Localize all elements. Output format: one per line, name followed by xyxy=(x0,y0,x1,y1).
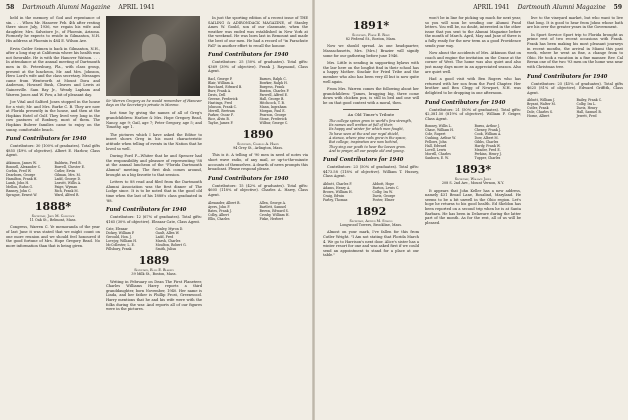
contributor-name: Wilbur, George C. xyxy=(259,120,289,125)
right-paragraph: Mrs. Little is sending in supporting bylaws with the law here on the longlist find in their school has a happy Mother. Sinclair for Fried Tribe and the member who also has been very ill but is now quite well again. xyxy=(323,61,419,84)
right-page xyxy=(315,0,628,420)
contributor-name: Ladd, Fred xyxy=(155,235,174,240)
fund-contributors-heading: Fund Contributors for 1940 xyxy=(527,73,608,80)
right-paragraph: In Sport Service Sport trip to Florida brought as prime rest of two recent occasions with Frank. Frank has been making his most pleasant journeys in recent months, the arrival in Miami this past week, where he went as fine, a change from to Ohio. He took a vacation in a fine manner. Rev. Cal Bevan one of the two '93 men on the home was near with Christmas tree. xyxy=(527,32,623,69)
portrait-photo xyxy=(106,16,200,96)
portrait-body xyxy=(130,60,178,96)
photo-caption: Sir Warren Gregory as he would remember of Hanover days on the Secretary's private in Monroe. xyxy=(106,99,202,108)
right-paragraph: live to the vineyard market, but who want to live that long. It is good to hear from Johns whose bath are his over the greater years in the Government. xyxy=(527,16,623,30)
fund-summary: Contributors: 21 (50% of graduates). Total gifts: $2,381.50 (819% of objective). William F. Geiger, Class Agent. xyxy=(425,107,521,121)
contributor-name: Baldwin, Fred B. xyxy=(54,161,82,166)
contributor-name: Hardy, Frank W. xyxy=(474,144,501,149)
left-column-2 xyxy=(106,16,202,418)
contributor-name: Davis, Dell xyxy=(208,92,226,97)
divider xyxy=(343,109,399,110)
contributor-list xyxy=(425,124,521,160)
contributor-name: Gerould, Hon. J. xyxy=(106,235,132,240)
class-secretary: Secretary, Ellis E. Blakely xyxy=(134,268,174,273)
fund-summary: Contributors: 23 (50% of graduates). Total gifts: $473.58 (118% of objective). William T. Hussey, Class Agent. xyxy=(323,165,419,179)
left-paragraph: In just the sporting edition of a recent issue of THE SAILING & ADIRONDACK MAGAZINE, of Stanley Ames W. Gould, son of our classmate, when the weather was ended was established in New York at the weekend. He was born last in Remount and made the best of our men. He had a record of "in Parachute Fall" in another effort to recall the honour. xyxy=(208,16,308,48)
contributor-name: Alexander, Albert B. xyxy=(208,200,241,205)
right-running-head xyxy=(473,4,622,14)
class-secretary: Secretary, Arthur M. Strong xyxy=(349,218,393,223)
contributor-name: Cole, Rupert xyxy=(425,132,446,137)
contributor-name: Bartlett, Samuel xyxy=(259,204,287,209)
right-page-number: 59 xyxy=(613,4,622,11)
left-paragraph: During Ford F—Whiter that he and Spencer had the responsibility and pleasure of representing '88 at the annual luncheon of the "Florida Dartmouth Alumni" meeting. The first dish comes around, brought as a big favorite to that session. xyxy=(106,154,202,177)
contributor-name: Morrill, Charles xyxy=(425,152,451,157)
class-year-heading: 1891* xyxy=(352,19,390,32)
fund-contributors-heading: Fund Contributors for 1940 xyxy=(425,99,506,106)
contributor-name: Mellon, Rufus G. xyxy=(6,185,33,190)
right-issue-date: APRIL 1941 xyxy=(473,4,510,11)
contributor-name: Rice, Alvin B. xyxy=(208,116,230,121)
contributor-list xyxy=(323,182,419,202)
contributor-name: Ladd, George D. xyxy=(54,177,81,182)
poem-line: And to prayer, all our people old and young. xyxy=(329,148,405,153)
contributor-name: Cate, Eleazar xyxy=(106,227,128,232)
contributor-name: Hall, Edward xyxy=(425,144,447,149)
fund-contributors-heading: Fund Contributors for 1940 xyxy=(323,157,404,164)
contributor-name: Bryant, Walter M. xyxy=(527,102,556,107)
left-page-number: 58 xyxy=(6,4,15,11)
contributor-name: Barnes, Ralph C. xyxy=(259,76,287,81)
poem-line: To have seen at the and our royal shield, xyxy=(329,131,399,136)
contributor-name: Dole, Charles S. xyxy=(527,110,553,115)
contributor-name: Johnson, Frank C. xyxy=(208,104,237,109)
contributor-name: Chase, William H. xyxy=(425,128,454,133)
contributor-name: Colby, Ira W. xyxy=(372,189,393,194)
contributor-name: Cook, William A. xyxy=(474,132,502,137)
class-year-heading: 1888* xyxy=(34,200,72,214)
right-paragraph: Had a good visit with Ben Rogers who has returned with her son from the Ford Chapter. Her brother and Ben Clegg of Newport, N.H. was delighted to be dropping in one afternoon. xyxy=(425,77,521,95)
right-paragraph: From Mrs. Warren comes the following about her grandchildren: "James, bragging big, three come down with chicken pox, is still in bed and one will be on that good contest with a moral, then. xyxy=(323,87,419,105)
secretary-address: 39 Milk St., Boston, Mass. xyxy=(131,272,177,277)
contributor-name: Abbott, William J. xyxy=(527,98,556,103)
contributor-name: Crosby, William H. xyxy=(259,212,290,217)
contributor-name: Hamilton, Frank H. xyxy=(6,177,38,182)
contributor-name: Smith, Julius xyxy=(155,247,177,252)
contributor-name: Leavitt, Willis A. xyxy=(54,181,82,186)
fund-summary: Contributors: 15 (42% of graduates). Total gifts: $605 (118% of objective). Charles A. Harry, Class Agent. xyxy=(208,183,308,197)
contributor-name: Conley, Myron D. xyxy=(155,227,184,232)
contributor-name: Jewett, Fred xyxy=(576,114,597,119)
contributor-name: Bowker, Ralph H. xyxy=(259,80,288,85)
contributor-name: Fiske, Herbert xyxy=(259,216,284,221)
class-year-heading: 1889 xyxy=(138,254,170,268)
contributor-name: Cutler, Frank xyxy=(527,106,549,111)
contributor-name: Abbott, Hope xyxy=(372,181,395,186)
class-secretary: Secretary, Frank E. Rowe xyxy=(352,33,390,37)
poem xyxy=(329,113,413,154)
left-paragraph: The pictures which I have asked the Editor to insert shows Greg in his most characteristic attitude when telling of events in the Nation that he loved so well. xyxy=(106,132,202,151)
left-paragraph: Ervin Cutler Seimen is back in Gilmanton, N.H., after a long stay at California where his health was not favorable. He is with the Hanover Watson. . . . In attendance at the annual meeting of Dartmouth men in St. Petersburg, Fla., with class group, present at the luncheon, Mr. and Mrs. Johnson, Hero Lord's wife and the class secretary. Messages came from Wentworth at Mount Dora and Anderson, Howard Bush, Cleaves and Lewis at Gainesville. Sam Ray Jr., Wendy Lapham and Warren Jones and W. Pow, a bit of pleasant day. xyxy=(6,46,100,97)
contributor-name: Mann, Ingraham xyxy=(259,104,287,109)
secretary-address: 94 Grey St., Arlington, Mass. xyxy=(232,146,284,151)
contributor-list xyxy=(106,227,202,251)
contributor-name: Burgess, Frank xyxy=(259,84,285,89)
left-paragraph: held in the memory of God and repentance of sin. . . . When Mr. Hanover Feb. 4th after resting there since July, 1936, we regain his wife and daughter, Mrs. Salvatore Jr., of Phoenix, Arizona. Formerly he expects to reside in Gilmanton, N.H. His address at Phoenix is 484 E. Wilson Ave. xyxy=(6,16,100,43)
contributor-name: Allen, George A. xyxy=(259,200,286,205)
poem-lines xyxy=(329,119,413,153)
contributor-name: Colby, Albert xyxy=(208,212,229,217)
contributor-name: Lovejoy, William H. xyxy=(106,239,138,244)
contributor-name: Tupper, Charles xyxy=(474,156,501,161)
left-magazine-title: Dartmouth Alumni Magazine xyxy=(22,4,111,11)
contributor-name: Parker, Oscar F. xyxy=(208,112,234,117)
contributor-name: Gilman, Mrs. M. xyxy=(54,173,81,178)
contributor-name: Brown, William H. xyxy=(323,189,353,194)
left-page xyxy=(0,0,313,420)
right-magazine-title: Dartmouth Alumni Magazine xyxy=(517,4,606,11)
contributor-name: Craig, Edwin xyxy=(323,193,345,198)
contributor-name: Blair, William A. xyxy=(208,80,235,85)
contributor-name: Dickey, William P. xyxy=(106,231,135,236)
contributor-name: Buxton, Charles P. xyxy=(259,88,289,93)
contributor-name: Davis, George xyxy=(372,193,396,198)
left-column-3 xyxy=(208,16,308,418)
right-column-3 xyxy=(527,16,623,418)
contributor-name: Foster, Elmer xyxy=(372,197,395,202)
contributor-name: Bailey, Frank C. xyxy=(576,98,603,103)
contributor-name: Gibbs, Charles xyxy=(474,140,499,145)
contributor-name: Burrell, Chester E. xyxy=(54,165,85,170)
contributor-name: Bacl, George P. xyxy=(208,76,233,81)
poem-title: An Old Timer's Tribute xyxy=(347,111,395,117)
contributor-name: Cushing, Arthur W. xyxy=(425,136,456,141)
contributor-name: Burchard, Edward B. xyxy=(208,84,243,89)
contributor-name: Dearborn, George xyxy=(6,173,36,178)
fund-summary: Contributors: 25 (45% of graduates). Total gifts $625 (81% of objective). Edward Griffith, Class Agent. xyxy=(527,81,623,95)
contributor-name: Dow, Albert M. xyxy=(474,136,499,141)
contributor-name: Corbin, Fred W. xyxy=(6,169,32,174)
contributor-list xyxy=(6,161,100,197)
contributor-name: Lovell, Lewis xyxy=(425,148,447,153)
contributor-list xyxy=(527,98,623,118)
contributor-name: Sprague, Ernest W. xyxy=(6,193,38,198)
poem-line: The college spires grow in world's few strength, xyxy=(329,118,413,123)
contributor-name: Pillsbury, Frank xyxy=(106,247,132,252)
class-secretary: Secretary, Charles A. Harry xyxy=(237,141,279,146)
fund-contributors-heading: Fund Contributors for 1940 xyxy=(6,136,87,143)
class-notes-paragraph: It appears that John Keller has a new address, namely 431 Broad Lane, Rosalind, Maryland. He seems to be a bit unwell in the Ohio region. Let's hope he returns to his good health. Ed Sheldon has been reported on a second trip when he is at Santa Barbara. He has been in Delaware during the latter part of the month. As for the rest, all of us will be pleased. xyxy=(425,188,521,225)
secretary-address: 82 Federal St., Boston, Mass. xyxy=(345,37,397,42)
fund-summary: Contributors: 25 (50% of graduates). Total gifts: $369 (39% of objective). Frank J. Raymond, Class Agent. xyxy=(208,60,308,74)
class-notes-paragraph: This is it. A telling of '90 men in need of notes via short wave radio, of any mail, or up-to-the-minute accounts of themselves. A dearth of news prompts this broadcast. Please respond please. xyxy=(208,153,308,172)
contributor-name: Greene, Frederick xyxy=(208,96,238,101)
contributor-name: Cheney, Frank J. xyxy=(474,128,501,133)
left-paragraph: Joe Vital and Salford Jones stopped in the house for a visit; Mr. and Mrs. Burke C. B. They are now at Florida presently in the house, and then at the Hopkins Hotel of Gulf. They lived very long in the cow pastures of Roxbury, most of them. The Hopkins Bulwer families came to enjoy on the sunny, comfortable beach. xyxy=(6,100,100,132)
right-column-1 xyxy=(323,16,419,418)
contributor-name: Bates, Frank J. xyxy=(208,208,232,213)
contributor-name: Ayers, John F. xyxy=(208,204,231,209)
contributor-name: Hall, George B. xyxy=(259,96,285,101)
contributor-name: Ranney, John C. xyxy=(6,189,32,194)
contributor-name: Brown, Edward S. xyxy=(259,208,289,213)
contributor-name: Gault, Allen W. xyxy=(155,231,180,236)
contributor-name: Meader, Fred E. xyxy=(474,148,501,153)
poem-line: A stanza, where pine rods grew in the space, xyxy=(329,136,407,141)
poem-line: Its names well written at full of their, xyxy=(329,123,394,128)
contributor-name: Farley, Thomas xyxy=(323,197,348,202)
contributor-name: Colby, Ira L. xyxy=(576,102,597,107)
left-running-head xyxy=(6,4,155,14)
class-notes-paragraph: Congress, Warren C. Ye memoranda of the year of last June it was stated that we might count on one more reunion and we should feel honoured if the good fortune of Mrs. Hope Gregory Read. No more information than that is being given. xyxy=(6,225,100,248)
right-column-2 xyxy=(425,16,521,418)
secretary-address: 208 S. 2nd Ave., Mount Vernon, N.Y. xyxy=(441,181,505,186)
contributor-name: Perkins, Henry J. xyxy=(474,152,502,157)
contributor-name: Davis, Henry xyxy=(576,106,598,111)
contributor-name: Adams, Henry A. xyxy=(323,185,351,190)
contributor-name: Merrill, Bertram xyxy=(208,108,235,113)
contributor-name: Burns, Arthur J. xyxy=(474,124,500,129)
fund-contributors-heading: Fund Contributors for 1940 xyxy=(208,175,289,182)
contributor-name: Stone, Frederick xyxy=(259,116,287,121)
class-notes-paragraph: Almost on your mark, I've fallen for this from Cutler Wright. "I Am not stating that Florida March 4. We go to Harrison's next door. Alice's sister has a winter resort for one and was asked first if we could send an appointment to stand for a place at our table." xyxy=(323,230,419,258)
contributor-name: Lamb, John H. xyxy=(6,181,30,186)
class-notes-paragraph: Writing in February on Dean The First Planeteer, Charles Williams Harry reports a third granddaughter, born November, 1940. Her name is Linda, and her father is Phillip Frost, Greenwood. Harry mentions that he and his wife were with the folks during the war. And reports all of our figures were in the pictures. xyxy=(106,279,202,312)
secretary-address: Longwood Towers, Brookline, Mass. xyxy=(339,223,403,228)
contributor-name: Hitchcock, T. B. xyxy=(259,100,285,105)
contributor-name: Atkinson, James W. xyxy=(6,161,37,166)
contributor-name: Moulton, Robert G. xyxy=(155,243,187,248)
contributor-name: Horne, Albert xyxy=(527,114,550,119)
poem-line: They sing our youth to hear the leaves grow. xyxy=(329,144,406,149)
class-secretary: Secretary, Wallace Jones xyxy=(454,177,492,182)
class-year-heading: 1892 xyxy=(355,204,387,218)
left-column-1 xyxy=(6,16,100,418)
poem-line: But college, inspiration are now behind, xyxy=(329,140,399,145)
contributor-name: Burr, Frank A. xyxy=(208,88,232,93)
secretary-address: 11 Oak St., Belmont, Mass. xyxy=(29,218,77,223)
contributor-name: Farwell, Alfred E. xyxy=(259,92,288,97)
class-year-heading: 1893* xyxy=(454,163,492,177)
right-paragraph: Now we should spread. As one headquarter, Massachusetts, Mrs. (Mrs.) Brazier will signify some for our gathering before june 1946. xyxy=(323,44,419,58)
contributor-name: Morgan, Paul E. xyxy=(259,108,286,113)
class-secretary: Secretary, John M. Comstock xyxy=(31,214,75,219)
right-paragraph: won't be in line for picking up much for next year, so you will soon be sending our Alumni Fund letters. You will be, no doubt, interested in the other issue that you sent to the Alumni Magazine before the month of March. April, May and June of three is a fully ready for the new term as a good Providence sends your way. xyxy=(425,16,521,48)
contributor-name: Paige, Wyman xyxy=(54,185,78,190)
fund-summary: Contributors: 12 (67% of graduates). Total gifts: $165 (30% of objective). Eleazar Cate, Class Agent. xyxy=(106,215,202,224)
contributor-name: Sanborn, E. W. xyxy=(425,156,449,161)
fund-summary: Contributors: 30 (100% of graduates). Total gifts $855 (49% of objective). Albert E. Harlow, Class Agent. xyxy=(6,144,100,158)
contributor-name: McCollester, L. E. xyxy=(106,243,135,248)
left-paragraph: Letters to 88 read and filed from the Dartmouth Alumni Association was the first dinner of The Lodge since. It is to be noted that in the good old time when the last of his 1888's class graduated in '88. xyxy=(106,180,202,203)
contributor-name: Cutler, Ervin xyxy=(54,169,76,174)
fund-contributors-heading: Fund Contributors for 1940 xyxy=(208,52,289,59)
left-paragraph: lost time by giving the names of all of Greg's grandchildren: Harlow & Mrs. Hope Gregory Read, Nancy, age 9; Gail, age 7; Peter Gregory, age 5; and Timothy, age 1. xyxy=(106,111,202,130)
contributor-name: Rich, Frank M. xyxy=(54,189,79,194)
contributor-name: Pearson, George xyxy=(259,112,287,117)
class-year-heading: 1890 xyxy=(242,127,274,141)
portrait-head xyxy=(142,34,166,62)
right-paragraph: Now about the accidents of Mrs. Atkinson that on coach and engine the invitation on the Crane at the corner of West. The home was also quiet and also just many days more in an appreciated season. Also are quiet well. xyxy=(425,51,521,74)
contributor-name: Fellows, John xyxy=(425,140,447,145)
contributor-list xyxy=(208,201,308,221)
contributor-name: Hastings, Fred xyxy=(208,100,233,105)
contributor-name: Bonnell, Alexander C. xyxy=(6,165,42,170)
fund-contributors-heading: Fund Contributors for 1940 xyxy=(106,207,187,214)
contributor-name: Taylor, James F. xyxy=(208,120,234,125)
contributor-name: Marsh, Charles xyxy=(155,239,181,244)
contributor-name: Barton, Lewis C. xyxy=(372,185,400,190)
contributor-name: Ward, Alfred R. xyxy=(54,193,80,198)
contributor-name: Ellis, Charles xyxy=(208,216,230,221)
left-issue-date: APRIL 1941 xyxy=(118,4,155,11)
contributor-name: Abbott, Charles F. xyxy=(323,181,353,186)
contributor-list xyxy=(208,77,308,125)
poem-line: Its happy and winter for which men fought, xyxy=(329,127,404,132)
contributor-name: Bonney, Willis L. xyxy=(425,124,452,129)
contributor-name: Hall, Samuel B. xyxy=(576,110,602,115)
